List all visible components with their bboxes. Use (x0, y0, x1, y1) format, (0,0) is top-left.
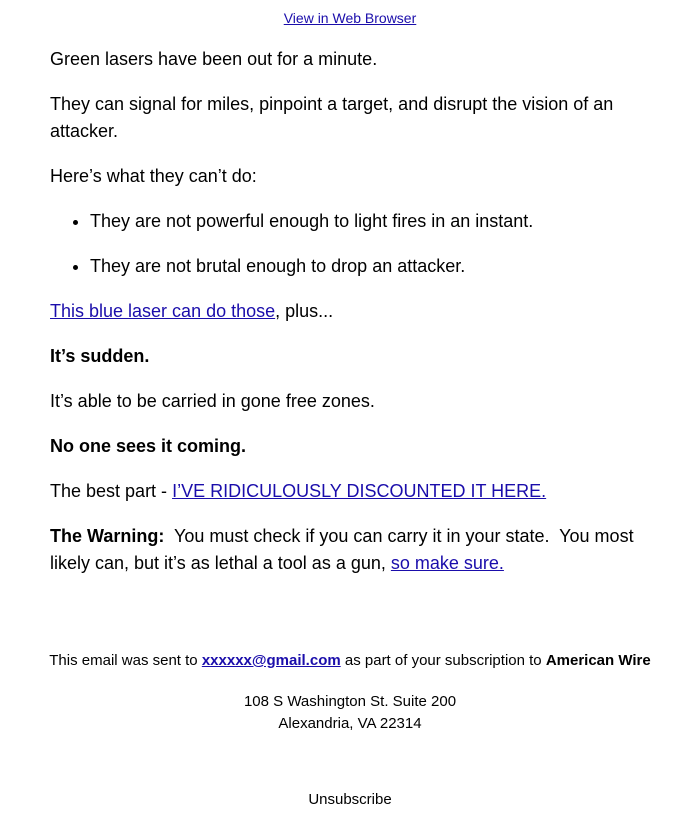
footer-sent-prefix: This email was sent to (49, 652, 202, 669)
discount-link[interactable]: I’VE RIDICULOUSLY DISCOUNTED IT HERE. (172, 481, 547, 501)
paragraph-warning (50, 523, 650, 577)
footer-address (0, 691, 700, 735)
list-item: • They are not brutal enough to drop an attacker. (90, 253, 650, 280)
paragraph-sudden: It’s sudden. (50, 346, 150, 366)
footer-sent-middle: as part of your subscription to (340, 652, 546, 669)
paragraph-carry: It’s able to be carried in gone free zones. (50, 391, 375, 411)
email-body (50, 46, 650, 577)
blue-laser-link[interactable]: This blue laser can do those (50, 301, 276, 321)
paragraph-limitations-lead: Here’s what they can’t do: (50, 166, 257, 186)
paragraph-intro: Green lasers have been out for a minute. (50, 49, 378, 69)
footer-unsubscribe-row (0, 789, 700, 811)
footer-subscription-line (0, 650, 700, 672)
limitations-list (50, 208, 650, 280)
best-part-prefix: The best part - (50, 481, 173, 501)
unsubscribe-link[interactable]: Unsubscribe (308, 791, 392, 808)
paragraph-capabilities: They can signal for miles, pinpoint a target, and disrupt the vision of an attacker. (50, 94, 614, 141)
paragraph-no-one-sees: No one sees it coming. (50, 436, 247, 456)
address-line-2: Alexandria, VA 22314 (278, 715, 422, 732)
footer-brand: American Wire (545, 652, 651, 669)
blue-laser-suffix: , plus... (275, 301, 334, 321)
warning-label: The Warning: (50, 526, 165, 546)
address-line-1: 108 S Washington St. Suite 200 (243, 693, 457, 710)
view-in-browser-row (0, 9, 700, 27)
make-sure-link[interactable]: so make sure. (390, 553, 504, 573)
warning-text: You must check if you can carry it in your state. You most likely can, but it’s as lethal a tool as a gun, (50, 526, 639, 573)
paragraph-best-part (50, 478, 650, 505)
list-item: • They are not powerful enough to light fires in an instant. (90, 208, 650, 235)
paragraph-blue-laser (50, 298, 650, 325)
view-in-browser-link[interactable]: View in Web Browser (283, 10, 417, 26)
recipient-email-link[interactable]: xxxxxx@gmail.com (201, 652, 341, 669)
